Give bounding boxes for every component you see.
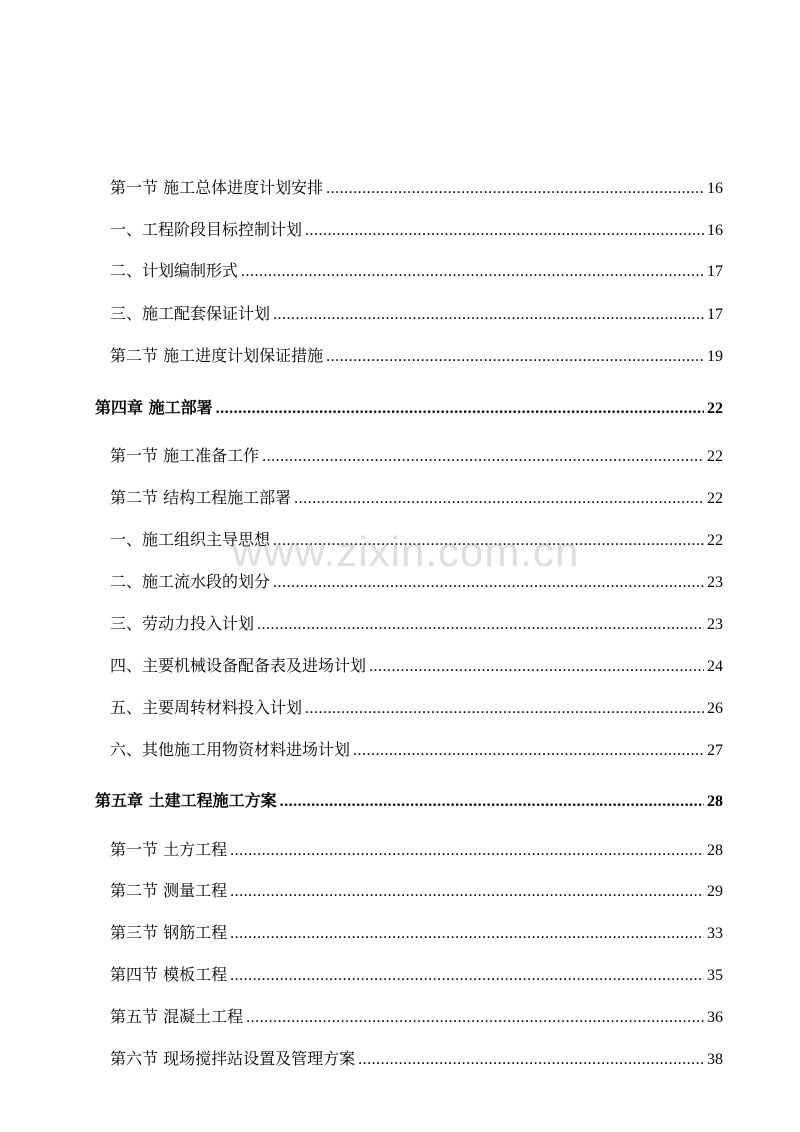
toc-entry[interactable] <box>110 178 723 199</box>
toc-leader-dots <box>280 792 704 812</box>
toc-entry-page: 33 <box>707 925 723 942</box>
toc-leader-dots <box>358 1050 704 1070</box>
toc-entry-page: 26 <box>707 700 723 717</box>
toc-entry[interactable] <box>110 656 723 677</box>
toc-entry-page: 17 <box>707 306 723 323</box>
toc-entry-page: 22 <box>707 490 723 507</box>
toc-chapter-entry[interactable] <box>95 398 723 419</box>
toc-entry-title: 第一节 施工总体进度计划安排 <box>110 178 324 197</box>
toc-entry-title: 第五章 土建工程施工方案 <box>95 791 277 810</box>
toc-entry-page: 16 <box>707 180 723 197</box>
toc-entry-title: 第四章 施工部署 <box>95 398 213 417</box>
toc-entry-title: 三、施工配套保证计划 <box>110 304 271 323</box>
toc-leader-dots <box>326 347 704 367</box>
toc-entry-page: 23 <box>707 574 723 591</box>
toc-leader-dots <box>273 573 704 593</box>
toc-entry-page: 22 <box>707 400 723 417</box>
toc-entry-title: 第三节 钢筋工程 <box>110 923 228 942</box>
toc-leader-dots <box>257 615 704 635</box>
toc-entry[interactable] <box>110 698 723 719</box>
toc-leader-dots <box>273 531 704 551</box>
toc-entry-page: 22 <box>707 448 723 465</box>
toc-leader-dots <box>294 489 704 509</box>
toc-leader-dots <box>246 1008 704 1028</box>
toc-entry[interactable] <box>110 261 723 282</box>
toc-entry-page: 19 <box>707 348 723 365</box>
toc-chapter-entry[interactable] <box>95 791 723 812</box>
toc-leader-dots <box>369 657 704 677</box>
toc-entry-title: 第二节 结构工程施工部署 <box>110 488 292 507</box>
toc-entry[interactable] <box>110 740 723 761</box>
toc-entry-title: 二、施工流水段的划分 <box>110 572 271 591</box>
toc-entry-title: 四、主要机械设备配备表及进场计划 <box>110 656 367 675</box>
toc-entry[interactable] <box>110 530 723 551</box>
toc-entry[interactable] <box>110 1049 723 1070</box>
watermark: www.zixin.com.cn <box>232 528 580 575</box>
toc-leader-dots <box>216 399 704 419</box>
toc-entry-title: 六、其他施工用物资材料进场计划 <box>110 740 351 759</box>
toc-entry[interactable] <box>110 840 723 861</box>
toc-entry-page: 17 <box>707 263 723 280</box>
toc-leader-dots <box>230 841 704 861</box>
toc-entry[interactable] <box>110 614 723 635</box>
toc-entry-title: 三、劳动力投入计划 <box>110 614 255 633</box>
toc-entry[interactable] <box>110 304 723 325</box>
toc-entry[interactable] <box>110 446 723 467</box>
toc-leader-dots <box>230 924 704 944</box>
toc-leader-dots <box>230 966 704 986</box>
toc-entry-page: 38 <box>707 1051 723 1068</box>
toc-entry-title: 一、工程阶段目标控制计划 <box>110 220 303 239</box>
toc-entry-title: 第四节 模板工程 <box>110 965 228 984</box>
toc-leader-dots <box>273 305 704 325</box>
toc-entry[interactable] <box>110 220 723 241</box>
toc-leader-dots <box>305 221 704 241</box>
toc-entry-page: 29 <box>707 883 723 900</box>
toc-entry[interactable] <box>110 965 723 986</box>
toc-leader-dots <box>326 179 704 199</box>
toc-entry-title: 二、计划编制形式 <box>110 261 239 280</box>
toc-entry-title: 第二节 施工进度计划保证措施 <box>110 346 324 365</box>
toc-entry-title: 一、施工组织主导思想 <box>110 530 271 549</box>
toc-leader-dots <box>262 447 704 467</box>
toc-entry-page: 36 <box>707 1009 723 1026</box>
toc-leader-dots <box>241 262 704 282</box>
toc-entry[interactable] <box>110 923 723 944</box>
toc-entry-page: 28 <box>707 842 723 859</box>
toc-entry-title: 第六节 现场搅拌站设置及管理方案 <box>110 1049 356 1068</box>
toc-entry[interactable] <box>110 881 723 902</box>
toc-entry-page: 22 <box>707 532 723 549</box>
toc-entry-page: 28 <box>707 793 723 810</box>
toc-entry-page: 24 <box>707 658 723 675</box>
toc-leader-dots <box>353 741 704 761</box>
toc-entry-title: 第一节 土方工程 <box>110 840 228 859</box>
toc-entry-page: 35 <box>707 967 723 984</box>
toc-leader-dots <box>305 699 704 719</box>
toc-entry-page: 23 <box>707 616 723 633</box>
toc-entry[interactable] <box>110 572 723 593</box>
toc-entry-title: 第二节 测量工程 <box>110 881 228 900</box>
toc-entry-title: 第五节 混凝土工程 <box>110 1007 244 1026</box>
toc-entry[interactable] <box>110 488 723 509</box>
toc-entry[interactable] <box>110 1007 723 1028</box>
toc-entry-title: 五、主要周转材料投入计划 <box>110 698 303 717</box>
toc-entry[interactable] <box>110 346 723 367</box>
toc-leader-dots <box>230 882 704 902</box>
toc-entry-page: 27 <box>707 742 723 759</box>
toc-entry-page: 16 <box>707 222 723 239</box>
toc-entry-title: 第一节 施工准备工作 <box>110 446 260 465</box>
